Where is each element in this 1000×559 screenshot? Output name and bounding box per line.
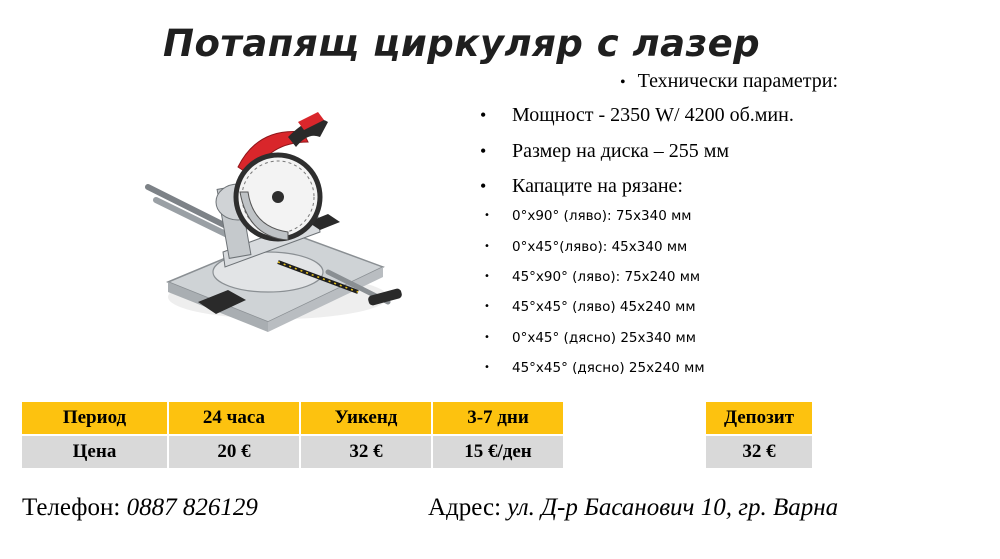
bullet-icon: • xyxy=(480,141,487,161)
phone-label: Телефон: xyxy=(22,494,121,521)
address-label: Адрес: xyxy=(428,494,502,521)
bullet-icon: • xyxy=(484,210,490,221)
deposit-table xyxy=(704,400,814,470)
cut-item-text: 45°x45° (дясно) 25x240 мм xyxy=(512,360,705,376)
cut-item xyxy=(484,299,696,315)
pricing-value-cell: 20 € xyxy=(168,435,300,469)
pricing-value-cell: 32 € xyxy=(300,435,432,469)
address-text: ул. Д-р Басанович 10, гр. Варна xyxy=(507,494,839,521)
pricing-header-cell: Период xyxy=(21,401,168,435)
cut-item-text: 45°x90° (ляво): 75x240 мм xyxy=(512,269,701,285)
pricing-header-row xyxy=(21,401,564,435)
cut-item-text: 45°x45° (ляво) 45x240 мм xyxy=(512,299,696,315)
pricing-table xyxy=(20,400,565,470)
pricing-header-cell: 3-7 дни xyxy=(432,401,564,435)
bullet-icon: • xyxy=(484,362,490,373)
pricing-value-cell: Цена xyxy=(21,435,168,469)
bullet-icon: • xyxy=(620,74,626,91)
cut-item-text: 0°x90° (ляво): 75x340 мм xyxy=(512,208,692,224)
phone-contact xyxy=(22,494,258,522)
pricing-header-cell: Уикенд xyxy=(300,401,432,435)
cut-item-text: 0°x45°(ляво): 45x340 мм xyxy=(512,239,688,255)
spec-power-text: Мощност - 2350 W/ 4200 об.мин. xyxy=(512,104,794,126)
spec-disc-size-text: Размер на диска – 255 мм xyxy=(512,140,730,162)
bullet-icon: • xyxy=(480,105,487,125)
miter-saw-image xyxy=(128,92,413,347)
deposit-label: Депозит xyxy=(705,401,813,435)
cut-item-text: 0°x45° (дясно) 25x340 мм xyxy=(512,330,696,346)
cut-item xyxy=(484,360,705,376)
pricing-value-row xyxy=(21,435,564,469)
bullet-icon: • xyxy=(480,176,487,196)
cut-item xyxy=(484,239,687,255)
address-contact xyxy=(428,494,838,522)
page-title: Потапящ циркуляр с лазер xyxy=(163,22,761,65)
bullet-icon: • xyxy=(484,332,490,343)
specs-header-label: Технически параметри: xyxy=(637,70,839,92)
spec-disc-size xyxy=(480,140,729,163)
spec-power xyxy=(480,104,794,127)
bullet-icon: • xyxy=(484,301,490,312)
bullet-icon: • xyxy=(484,271,490,282)
bullet-icon: • xyxy=(484,241,490,252)
specs-header xyxy=(620,70,838,93)
cut-item xyxy=(484,269,700,285)
cut-item xyxy=(484,208,691,224)
phone-number[interactable]: 0887 826129 xyxy=(126,494,258,521)
pricing-value-cell: 15 €/ден xyxy=(432,435,564,469)
deposit-value: 32 € xyxy=(705,435,813,469)
spec-cut-capacity xyxy=(480,175,683,198)
cut-item xyxy=(484,330,696,346)
spec-cut-capacity-text: Капаците на рязане: xyxy=(512,175,683,197)
pricing-header-cell: 24 часа xyxy=(168,401,300,435)
